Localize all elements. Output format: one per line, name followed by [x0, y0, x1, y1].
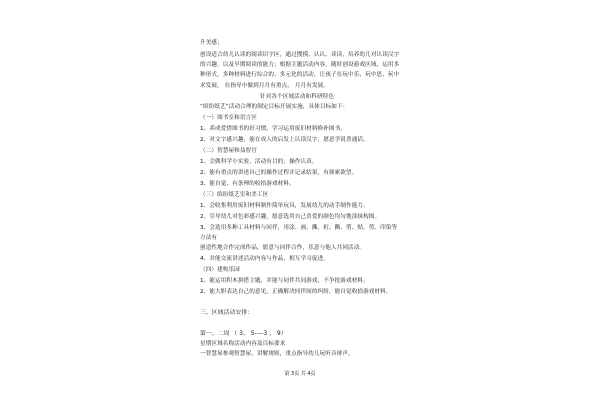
text-line: 升美感； — [200, 40, 223, 46]
text-line: 3、会选用多种工具材料与同伴，用涂、画、撕、折、撕、剪、贴、剪、印染等 — [200, 225, 398, 231]
text-line: 的兴趣，以及早期阅读的能力；根据主题活动内容，随时创设游戏区域，运用多 — [200, 62, 400, 68]
text-line: 1、养成爱惜图书的好习惯，学习运用废旧材料修补图书。 — [200, 126, 347, 132]
text-line: 1、会做科学小实验，活动有目的，操作认真。 — [200, 159, 318, 165]
text-line: 1、能运用积木拼搭主题，并能与同伴共同游戏，不争抢游戏材料。 — [200, 278, 369, 284]
text-line: 针对各个区域活动和科研特色 — [260, 94, 335, 100]
section-heading: 三、区域活动安排： — [200, 310, 254, 316]
section-heading: （四）建构乐园 — [200, 267, 240, 273]
text-line: 种形式，多种材料进行综合的、多元化的活动，让孩子在玩中乐、玩中思、玩中 — [200, 72, 400, 78]
page-footer: 第 3页 共 4页 — [284, 371, 316, 377]
text-line: 方法有 — [200, 235, 218, 241]
section-heading: （一）图书室和语言区 — [200, 115, 257, 121]
text-line: 求发展。 在指导中做到月月有重点， 月月有发展。 — [200, 83, 330, 89]
text-line: 1、会收集利用废旧材料制作简单玩具，发展幼儿的动手制作能力。 — [200, 203, 369, 209]
section-heading: （三）缤纷纸艺室和美工区 — [200, 192, 269, 198]
text-line: 第一、二周 （ 3、 5----3 、 9） — [200, 331, 287, 337]
text-line: 创设适合幼儿认读的阅读识字区，通过搜摸、认认、读读，培养幼儿对认读汉字 — [200, 52, 400, 58]
text-line: 3、能自觉、有条理的收拾游戏材料。 — [200, 181, 295, 187]
text-line: 2、对文字感兴趣，能在成人的启发上认读汉字，愿意学说普通话。 — [200, 137, 369, 143]
text-line: 一智慧屋参观智慧屋，讲解规则，重点指导幼儿玩听音辩声。 — [200, 351, 354, 357]
text-line: “缤纷纸艺”活动合理的制定目标开展实施，具体目标如下： — [200, 104, 349, 110]
text-line: 创造性地合作完成作品，愿意与同伴合作，乐意与他人共同活动。 — [200, 245, 366, 251]
text-line: 4、并能交流讲述活动内容与作品，相互学习促进。 — [200, 256, 329, 262]
text-line: 2、引导幼儿对色彩感兴趣，愿意选用自己喜爱的颜色均匀地涂抹构图。 — [200, 214, 381, 220]
text-line: 星期区域名称活动内容及目标要求 — [200, 341, 286, 347]
section-heading: （二）智慧屋和益智宫 — [200, 148, 257, 154]
text-line: 2、能大胆表达自己的意见，正确解决同伴间的纠纷，能自觉收拾游戏材料。 — [200, 289, 392, 295]
text-line: 2、能有重点的讲述自己的操作过程并记录结果，有探索欲望。 — [200, 170, 358, 176]
